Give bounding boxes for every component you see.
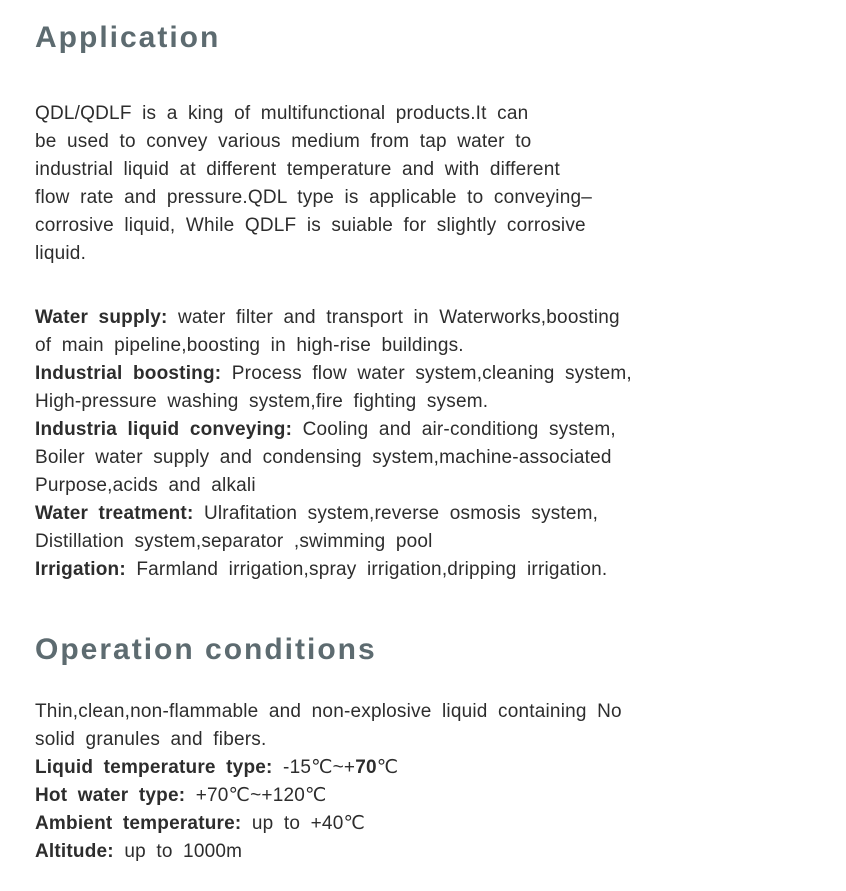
- text-line: [35, 128, 695, 156]
- text-line: [35, 416, 695, 444]
- text-segment: QDL/QDLF is a king of multifunctional products.It can: [35, 103, 529, 124]
- application-heading: Application: [35, 21, 221, 54]
- text-segment: -15℃~+: [272, 757, 356, 778]
- text-line: [35, 332, 695, 360]
- text-segment: solid granules and fibers.: [35, 729, 267, 750]
- text-segment: ℃: [376, 757, 399, 778]
- bold-label: Hot water type:: [35, 785, 186, 806]
- bold-label: Liquid temperature type:: [35, 757, 273, 778]
- text-segment: up to 1000m: [113, 841, 243, 862]
- text-line: [35, 754, 695, 782]
- text-segment: +70℃~+120℃: [185, 785, 327, 806]
- text-line: [35, 212, 695, 240]
- bold-label: Industria liquid conveying:: [35, 419, 293, 440]
- text-segment: liquid.: [35, 243, 87, 264]
- text-line: [35, 240, 695, 268]
- application-intro-paragraph: [35, 100, 695, 268]
- text-line: [35, 500, 695, 528]
- text-line: [35, 726, 695, 754]
- text-segment: Process flow water system,cleaning system,: [221, 363, 632, 384]
- text-line: [35, 156, 695, 184]
- text-segment: Farmland irrigation,spray irrigation,dripping irrigation.: [125, 559, 608, 580]
- bold-label: Water treatment:: [35, 503, 194, 524]
- text-line: [35, 698, 695, 726]
- text-line: [35, 782, 695, 810]
- bold-label: Water supply:: [35, 307, 168, 328]
- text-line: [35, 444, 695, 472]
- text-segment: Distillation system,separator ,swimming pool: [35, 531, 433, 552]
- operation-conditions-heading: Operation conditions: [35, 633, 377, 666]
- bold-label: Ambient temperature:: [35, 813, 242, 834]
- text-line: [35, 472, 695, 500]
- text-line: [35, 100, 695, 128]
- text-segment: up to +40℃: [241, 813, 366, 834]
- bold-label: Industrial boosting:: [35, 363, 222, 384]
- text-segment: water filter and transport in Waterworks,boosting: [167, 307, 620, 328]
- text-line: [35, 304, 695, 332]
- text-line: [35, 556, 695, 584]
- text-segment: High-pressure washing system,fire fighting sysem.: [35, 391, 489, 412]
- text-line: [35, 528, 695, 556]
- text-segment: Purpose,acids and alkali: [35, 475, 256, 496]
- text-line: [35, 360, 695, 388]
- text-line: [35, 838, 695, 866]
- text-segment: Cooling and air-conditiong system,: [292, 419, 616, 440]
- text-line: [35, 184, 695, 212]
- bold-label: Irrigation:: [35, 559, 126, 580]
- bold-label: Altitude:: [35, 841, 114, 862]
- operation-conditions-text: [35, 698, 695, 866]
- text-segment: Ulrafitation system,reverse osmosis system,: [193, 503, 599, 524]
- text-line: [35, 388, 695, 416]
- text-segment: corrosive liquid, While QDLF is suiable for slightly corrosive: [35, 215, 586, 236]
- text-segment: of main pipeline,boosting in high-rise buildings.: [35, 335, 464, 356]
- text-segment: Thin,clean,non-flammable and non-explosive liquid containing No: [35, 701, 622, 722]
- text-segment: be used to convey various medium from tap water to: [35, 131, 532, 152]
- text-segment: industrial liquid at different temperature and with different: [35, 159, 560, 180]
- application-items: [35, 304, 695, 584]
- bold-label: 70: [355, 757, 377, 778]
- text-line: [35, 810, 695, 838]
- text-segment: Boiler water supply and condensing system,machine-associated: [35, 447, 612, 468]
- text-segment: flow rate and pressure.QDL type is applicable to conveying–: [35, 187, 592, 208]
